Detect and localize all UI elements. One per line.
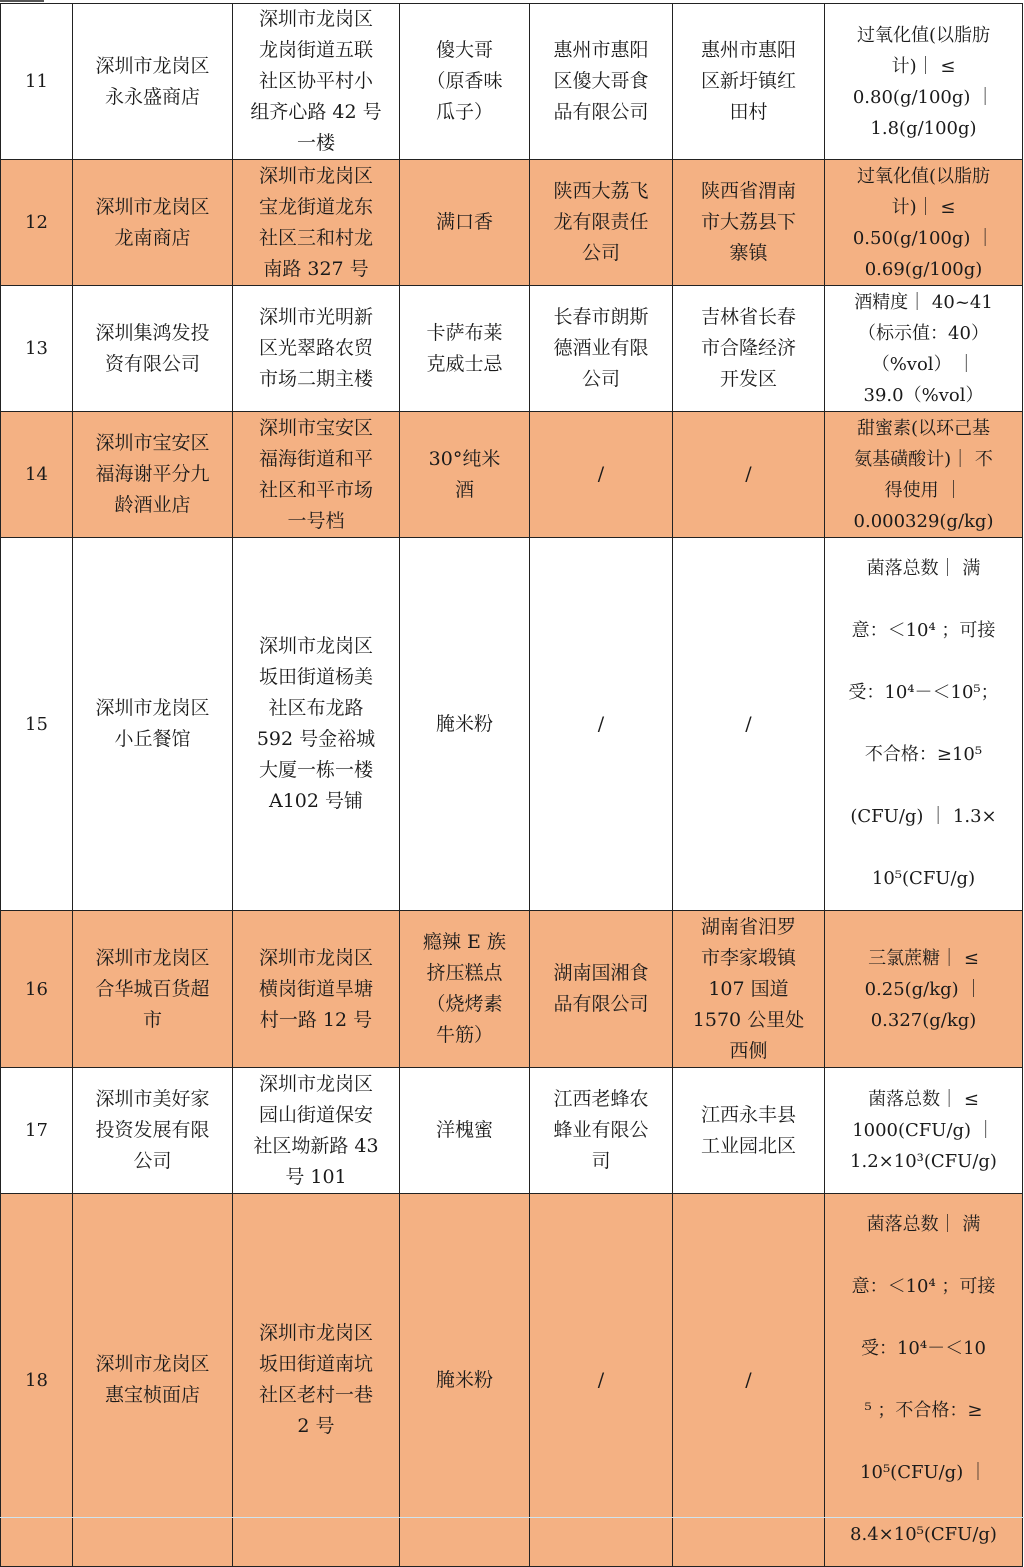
store-address: 深圳市龙岗区 园山街道保安 社区坳新路 43 号 101: [233, 1068, 400, 1194]
manufacturer-name: /: [530, 1194, 673, 1567]
manufacturer-address: /: [673, 538, 825, 911]
store-name: 深圳市宝安区 福海谢平分九 龄酒业店: [73, 412, 233, 538]
manufacturer-address: /: [673, 412, 825, 538]
manufacturer-name: 惠州市惠阳 区傻大哥食 品有限公司: [530, 4, 673, 160]
store-address: 深圳市龙岗区 坂田街道杨美 社区布龙路 592 号金裕城 大厦一栋一楼 A102 号铺: [233, 538, 400, 911]
table-row: [1, 911, 1023, 1068]
test-result: 菌落总数｜ 满 意：＜10⁴ ；可接 受：10⁴－＜10⁵； 不合格：≥10⁵ (CFU/g) ｜ 1.3× 10⁵(CFU/g): [825, 538, 1023, 911]
product-name: 洋槐蜜: [400, 1068, 530, 1194]
store-name: 深圳集鸿发投 资有限公司: [73, 286, 233, 412]
store-address: 深圳市龙岗区 龙岗街道五联 社区协平村小 组齐心路 42 号 一楼: [233, 4, 400, 160]
product-name: 腌米粉: [400, 1194, 530, 1567]
store-name: 深圳市龙岗区 惠宝桢面店: [73, 1194, 233, 1567]
product-name: 瘾辣 E 族 挤压糕点 （烧烤素 牛筋）: [400, 911, 530, 1068]
store-address: 深圳市龙岗区 横岗街道旱塘 村一路 12 号: [233, 911, 400, 1068]
row-number: 11: [1, 4, 73, 160]
product-name: 傻大哥 （原香味 瓜子）: [400, 4, 530, 160]
row-number: 16: [1, 911, 73, 1068]
manufacturer-name: 湖南国湘食 品有限公司: [530, 911, 673, 1068]
row-number: 17: [1, 1068, 73, 1194]
manufacturer-address: 陕西省渭南 市大荔县下 寨镇: [673, 160, 825, 286]
table-row: [1, 286, 1023, 412]
manufacturer-name: /: [530, 412, 673, 538]
store-name: 深圳市龙岗区 小丘餐馆: [73, 538, 233, 911]
store-address: 深圳市龙岗区 坂田街道南坑 社区老村一巷 2 号: [233, 1194, 400, 1567]
test-result: 甜蜜素(以环己基 氨基磺酸计)｜ 不 得使用 ｜ 0.000329(g/kg): [825, 412, 1023, 538]
store-name: 深圳市美好家 投资发展有限 公司: [73, 1068, 233, 1194]
manufacturer-address: 吉林省长春 市合隆经济 开发区: [673, 286, 825, 412]
table-row: [1, 412, 1023, 538]
product-name: 腌米粉: [400, 538, 530, 911]
manufacturer-name: 江西老蜂农 蜂业有限公 司: [530, 1068, 673, 1194]
manufacturer-address: 江西永丰县 工业园北区: [673, 1068, 825, 1194]
store-name: 深圳市龙岗区 永永盛商店: [73, 4, 233, 160]
store-name: 深圳市龙岗区 龙南商店: [73, 160, 233, 286]
product-name: 卡萨布莱 克威士忌: [400, 286, 530, 412]
row-number: 13: [1, 286, 73, 412]
test-result: 三氯蔗糖｜ ≤ 0.25(g/kg) ｜ 0.327(g/kg): [825, 911, 1023, 1068]
manufacturer-address: 湖南省汨罗 市李家塅镇 107 国道 1570 公里处 西侧: [673, 911, 825, 1068]
table-row: [1, 538, 1023, 911]
table-row: [1, 4, 1023, 160]
manufacturer-address: /: [673, 1194, 825, 1567]
store-address: 深圳市龙岗区 宝龙街道龙东 社区三和村龙 南路 327 号: [233, 160, 400, 286]
manufacturer-name: /: [530, 538, 673, 911]
product-name: 30°纯米 酒: [400, 412, 530, 538]
product-name: 满口香: [400, 160, 530, 286]
table-row: [1, 1068, 1023, 1194]
table-row: [1, 1194, 1023, 1567]
manufacturer-address: 惠州市惠阳 区新圩镇红 田村: [673, 4, 825, 160]
table-row: [1, 160, 1023, 286]
manufacturer-name: 长春市朗斯 德酒业有限 公司: [530, 286, 673, 412]
store-address: 深圳市宝安区 福海街道和平 社区和平市场 一号档: [233, 412, 400, 538]
row-number: 12: [1, 160, 73, 286]
row-number: 15: [1, 538, 73, 911]
manufacturer-name: 陕西大荔飞 龙有限责任 公司: [530, 160, 673, 286]
store-address: 深圳市光明新 区光翠路农贸 市场二期主楼: [233, 286, 400, 412]
row-number: 14: [1, 412, 73, 538]
test-result: 酒精度｜ 40~41 （标示值：40） （%vol） ｜ 39.0（%vol）: [825, 286, 1023, 412]
row-number: 18: [1, 1194, 73, 1567]
corner-mark: [0, 0, 44, 2]
test-result: 菌落总数｜ 满 意：＜10⁴ ；可接 受：10⁴－＜10 ⁵ ；不合格：≥ 10⁵(CFU/g) ｜ 8.4×10⁵(CFU/g): [825, 1194, 1023, 1567]
page-bottom-rule: [0, 1517, 1024, 1518]
test-result: 过氧化值(以脂肪 计)｜ ≤ 0.80(g/100g) ｜ 1.8(g/100g): [825, 4, 1023, 160]
inspection-results-table: [0, 3, 1023, 1567]
test-result: 菌落总数｜ ≤ 1000(CFU/g) ｜ 1.2×10³(CFU/g): [825, 1068, 1023, 1194]
test-result: 过氧化值(以脂肪 计)｜ ≤ 0.50(g/100g) ｜ 0.69(g/100g): [825, 160, 1023, 286]
store-name: 深圳市龙岗区 合华城百货超 市: [73, 911, 233, 1068]
